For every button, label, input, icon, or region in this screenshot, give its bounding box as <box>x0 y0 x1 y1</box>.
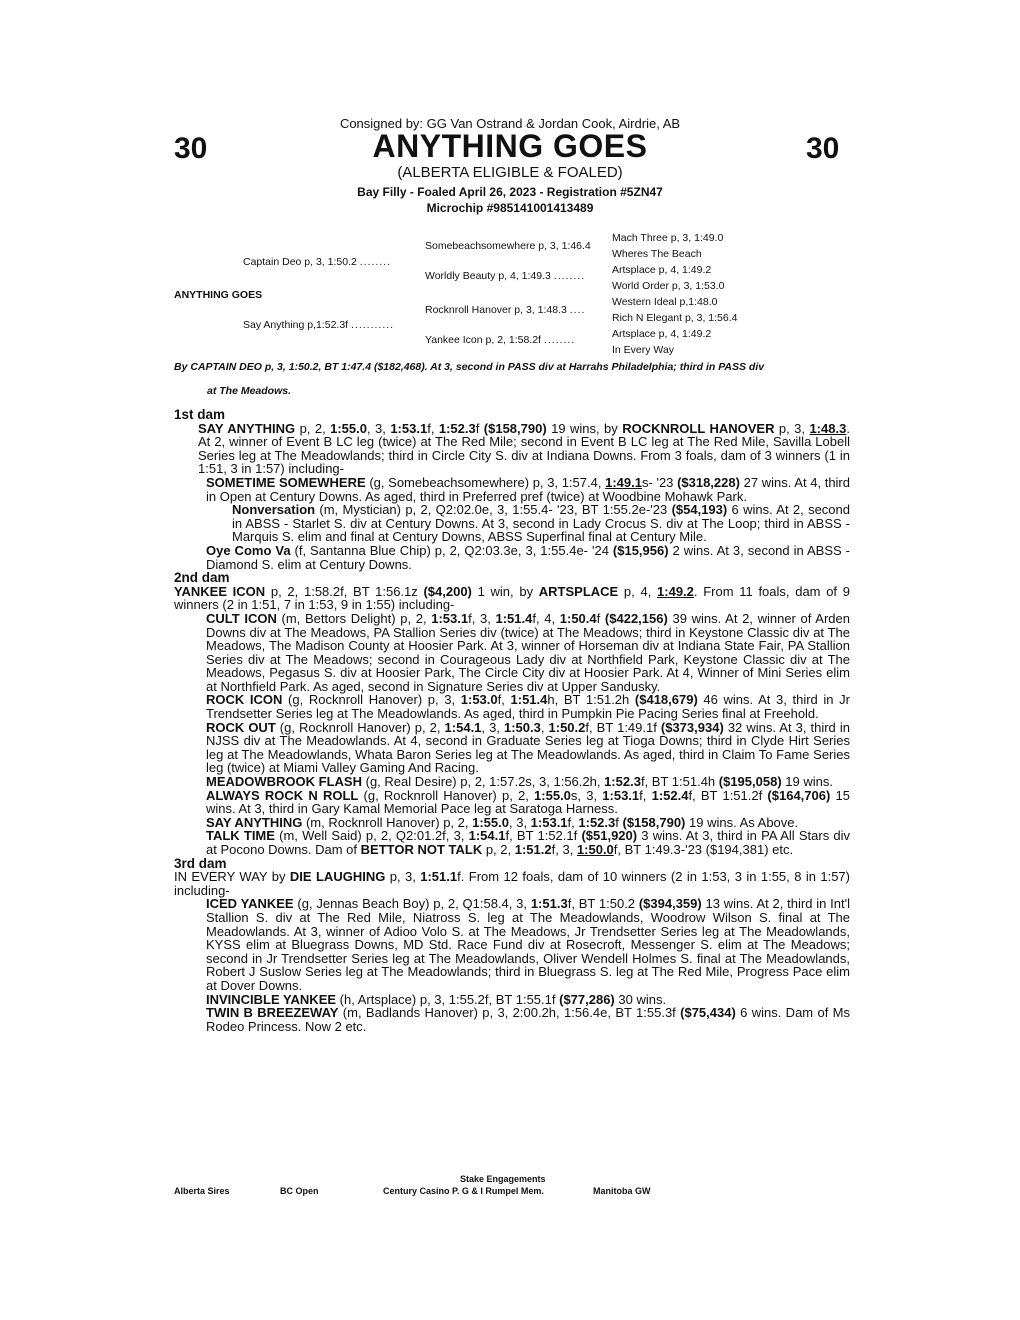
stake-alberta-sires: Alberta Sires <box>174 1186 230 1196</box>
foaling-info: Bay Filly - Foaled April 26, 2023 - Registration #5ZN47 <box>357 185 663 199</box>
produce-say-anything: SAY ANYTHING (m, Rocknroll Hanover) p, 2, 1:55.0, 3, 1:53.1f, 1:52.3f ($158,790) 19 wins. As Above. <box>206 814 799 830</box>
produce-rock-icon: ROCK ICON (g, Rocknroll Hanover) p, 3, 1:53.0f, 1:51.4h, BT 1:51.2h ($418,679) 46 wins. At 3, third in Jr Trendsetter Series leg at The Meadowlands. As aged, third in Pumpkin Pie Pacing Series final at Freehold. <box>206 692 850 722</box>
dam-dam: Yankee Icon p, 2, 1:58.2f ........ <box>425 334 576 346</box>
stake-century-casino: Century Casino P. G & I Rumpel Mem. <box>383 1186 544 1196</box>
produce-cult-icon: CULT ICON (m, Bettors Delight) p, 2, 1:53.1f, 3, 1:51.4f, 4, 1:50.4f ($422,156) 39 wins. At 2, winner of Arden Downs div at The Meadows, PA Stallion Series div (twice) at The Meadows; third in Keystone Classic div at The Meadows, The Madison County at Hoosier Park. At 3, winner of Horseman div at Indiana State Fair, PA Stallion Series div at The Meadows; second in Courageous Lady div at Northfield Park, Keystone Classic div at The Meadows, Pegasus S. div at Hoosier Park, The Circle City div at Hoosier Park. At 4, Winner of Mini Series elim at Northfield Park. As aged, second in Signature Series div at Upper Sandusky. <box>206 610 851 694</box>
produce-iced-yankee: ICED YANKEE (g, Jennas Beach Boy) p, 2, Q1:58.4, 3, 1:51.3f, BT 1:50.2 ($394,359) 13 wins. At 2, third in Int'l Stallion S. div at The Red Mile, Niatross S. leg at The Meadowlands, Woodrow Wilson S. final at The Meadowlands. At 3, winner of Adioo Volo S. at The Meadows, Jr Trendsetter Series leg at The Meadowlands, KYSS elim at Bluegrass Downs, MD Std. Race Fund div at Rosecroft, Messenger S. elim at The Meadows; second in Jr Trendsetter Series leg at The Meadowlands, Oliver Wendell Holmes S. final at The Meadowlands, Robert J Suslow Series leg at The Meadowlands; third in Bluegrass S. leg at The Red Mile, Progress Pace elim at Dover Downs. <box>206 896 850 993</box>
ggsire-1: Mach Three p, 3, 1:49.0 <box>612 232 724 244</box>
sire-dam: Worldly Beauty p, 4, 1:49.3 ........ <box>425 270 586 282</box>
sire-sire: Somebeachsomewhere p, 3, 1:46.4 <box>425 240 591 252</box>
sire: Captain Deo p, 3, 1:50.2 ........ <box>243 256 392 268</box>
produce-invincible-yankee: INVINCIBLE YANKEE (h, Artsplace) p, 3, 1:55.2f, BT 1:55.1f ($77,286) 30 wins. <box>206 991 667 1007</box>
microchip: Microchip #985141001413489 <box>426 201 594 215</box>
produce-meadowbrook-flash: MEADOWBROOK FLASH (g, Real Desire) p, 2, 1:57.2s, 3, 1:56.2h, 1:52.3f, BT 1:51.4h ($195,058) 19 wins. <box>206 774 833 790</box>
ggsire-4: World Order p, 3, 1:53.0 <box>612 280 725 292</box>
ggsire-2: Wheres The Beach <box>612 248 702 260</box>
hip-number-right: 30 <box>806 132 840 165</box>
dam: Say Anything p,1:52.3f ........... <box>243 319 395 331</box>
hip-number-left: 30 <box>174 132 208 165</box>
first-dam-heading: 1st dam <box>174 407 226 422</box>
stake-manitoba-gw: Manitoba GW <box>593 1186 651 1196</box>
ggsire-6: Rich N Elegant p, 3, 1:56.4 <box>612 312 738 324</box>
eligibility: (ALBERTA ELIGIBLE & FOALED) <box>397 164 623 181</box>
sire-byline: By CAPTAIN DEO p, 3, 1:50.2, BT 1:47.4 ($182,468). At 3, second in PASS div at Harrahs Philadelphia; third in PASS div <box>174 361 765 373</box>
produce-sometime-somewhere: SOMETIME SOMEWHERE (g, Somebeachsomewhere) p, 3, 1:57.4, 1:49.1s- '23 ($318,228) 27 wins. At 4, third in Open at Century Downs. As aged, third in Preferred pref (twice) at Woodbine Mohawk Park. <box>206 474 850 504</box>
stake-engagements-title: Stake Engagements <box>460 1174 546 1184</box>
second-dam-heading: 2nd dam <box>174 570 230 586</box>
consignor-line: Consigned by: GG Van Ostrand & Jordan Cook, Airdrie, AB <box>339 116 681 131</box>
third-dam-heading: 3rd dam <box>174 855 227 871</box>
produce-nonversation: Nonversation (m, Mystician) p, 2, Q2:02.0e, 3, 1:55.4- '23, BT 1:55.2e-'23 ($54,193) 6 wins. At 2, second in ABSS - Starlet S. div at Century Downs. At 3, second in Lady Crocus S. div at The Loop; third in ABSS - Marquis S. elim and final at Century Downs, ABSS Superfinal final at Century Mile. <box>232 502 850 545</box>
ggsire-7: Artsplace p, 4, 1:49.2 <box>612 328 712 340</box>
produce-twin-b-breezeway: TWIN B BREEZEWAY (m, Badlands Hanover) p, 3, 2:00.2h, 1:56.4e, BT 1:55.3f ($75,434) 6 wins. Dam of Ms Rodeo Princess. Now 2 etc. <box>206 1005 850 1034</box>
dam-sire: Rocknroll Hanover p, 3, 1:48.3 .... <box>425 304 586 316</box>
first-dam-paragraph: SAY ANYTHING p, 2, 1:55.0, 3, 1:53.1f, 1:52.3f ($158,790) 19 wins, by ROCKNROLL HANOVER p, 3, 1:48.3. At 2, winner of Event B LC leg (twice) at The Red Mile; second in Event B LC leg at The Red Mile, Savilla Lobell Series leg at The Meadowlands; third in Circle City S. div at Indiana Downs. From 3 foals, dam of 3 winners (1 in 1:51, 3 in 1:57) including- <box>198 420 850 477</box>
ggsire-8: In Every Way <box>612 344 675 356</box>
produce-record <box>174 408 850 1033</box>
produce-always-rock-n-roll: ALWAYS ROCK N ROLL (g, Rocknroll Hanover) p, 2, 1:55.0s, 3, 1:53.1f, 1:52.4f, BT 1:51.2f ($164,706) 15 wins. At 3, third in Gary Kamal Memorial Pace leg at Saratoga Harness. <box>206 787 850 817</box>
sire-byline-cont: at The Meadows. <box>207 385 292 397</box>
third-dam-paragraph: IN EVERY WAY by DIE LAUGHING p, 3, 1:51.1f. From 12 foals, dam of 10 winners (2 in 1:53, 3 in 1:55, 8 in 1:57) including- <box>174 869 850 898</box>
produce-oye-como-va: Oye Como Va (f, Santanna Blue Chip) p, 2, Q2:03.3e, 3, 1:55.4e- '24 ($15,956) 2 wins. At 3, second in ABSS - Diamond S. elim at Century Downs. <box>206 542 850 572</box>
pedigree-subject: ANYTHING GOES <box>174 289 263 301</box>
horse-name: ANYTHING GOES <box>372 128 648 164</box>
produce-talk-time: TALK TIME (m, Well Said) p, 2, Q2:01.2f, 3, 1:54.1f, BT 1:52.1f ($51,920) 3 wins. At 3, third in PA All Stars div at Pocono Downs. Dam of BETTOR NOT TALK p, 2, 1:51.2f, 3, 1:50.0f, BT 1:49.3-'23 ($194,381) etc. <box>206 828 850 857</box>
second-dam-paragraph: YANKEE ICON p, 2, 1:58.2f, BT 1:56.1z ($4,200) 1 win, by ARTSPLACE p, 4, 1:49.2. From 11 foals, dam of 9 winners (2 in 1:51, 7 in 1:53, 9 in 1:55) including- <box>174 583 850 613</box>
horse-description <box>0 184 1020 216</box>
ggsire-3: Artsplace p, 4, 1:49.2 <box>612 264 712 276</box>
produce-rock-out: ROCK OUT (g, Rocknroll Hanover) p, 2, 1:54.1, 3, 1:50.3, 1:50.2f, BT 1:49.1f ($373,934) 32 wins. At 3, third in NJSS div at The Meadowlands. At 4, second in Graduate Series leg at Tioga Downs; third in Clyde Hirt Series leg at The Meadowlands, Whata Baron Series leg at The Meadowlands. As aged, third in Claim To Fame Series leg (twice) at Miami Valley Gaming And Racing. <box>206 719 850 776</box>
stake-bc-open: BC Open <box>280 1186 319 1196</box>
ggsire-5: Western Ideal p,1:48.0 <box>612 296 718 308</box>
